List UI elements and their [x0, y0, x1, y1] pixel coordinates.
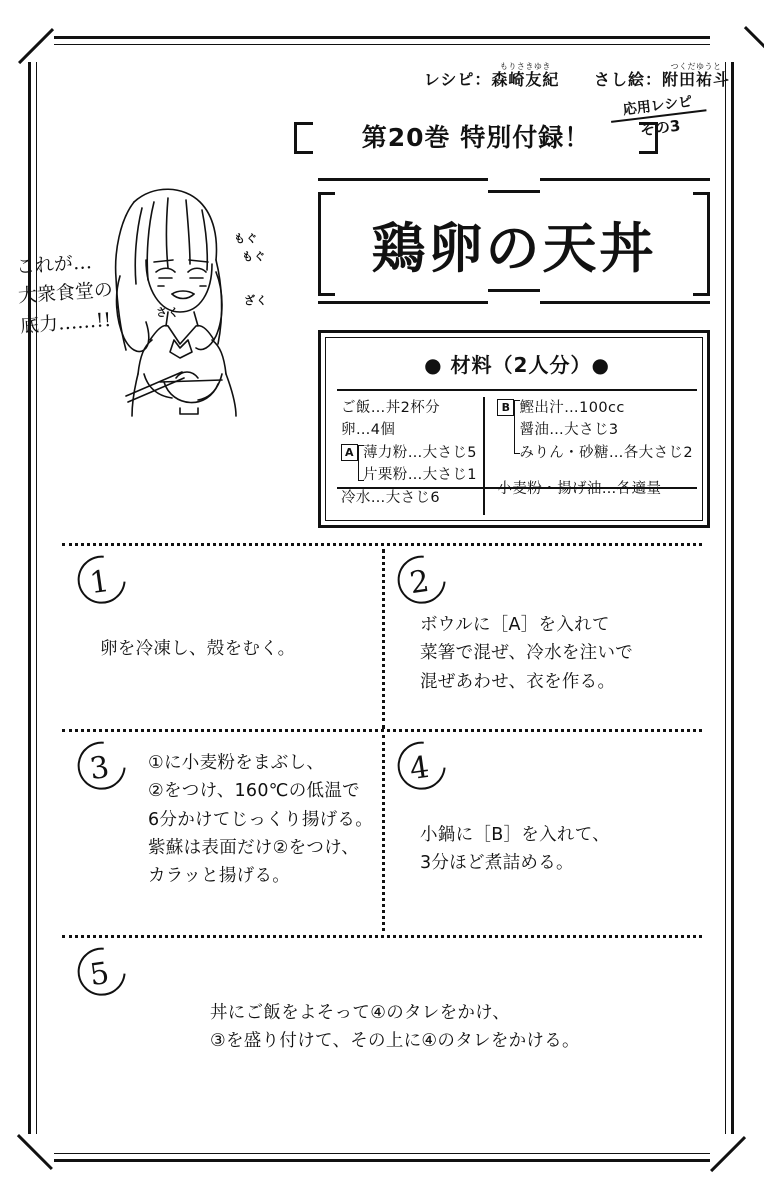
- step-number-text: 1: [87, 563, 112, 602]
- badge-line1: 応用レシピ: [622, 93, 694, 119]
- step-line: 丼にご飯をよそって④のタレをかけ、: [210, 1003, 511, 1023]
- ingredient-text: 小麦粉・揚げ油…各適量: [497, 481, 662, 498]
- ingredient-text: 冷水…大さじ6: [341, 489, 441, 506]
- corner-top-left: [20, 28, 54, 62]
- credit-recipe-author-ruby: もりさきゆき: [491, 62, 560, 71]
- ingredient-item: [497, 478, 693, 500]
- ingredients-box: [318, 330, 710, 528]
- steps-divider-top: [62, 543, 702, 546]
- step-number-text: 4: [407, 749, 432, 788]
- ingredient-item: [341, 419, 479, 441]
- step-2-text: [420, 611, 633, 696]
- step-number-circle: [388, 546, 456, 614]
- handwritten-line-2: 大衆食堂の: [17, 279, 114, 308]
- corner-bottom-left: [20, 1134, 54, 1168]
- step-line: 紫蘇は表面だけ②をつけ、: [148, 838, 360, 859]
- step-3-number: [88, 750, 112, 787]
- ingredient-text: ご飯…丼2杯分: [341, 400, 441, 416]
- ingredient-text: 片栗粉…大さじ1: [363, 467, 477, 484]
- steps-section: [62, 543, 702, 1103]
- handwritten-line-1: これが…: [15, 251, 93, 279]
- step-3-text: [148, 749, 373, 891]
- step-2-number: [408, 564, 432, 601]
- ingredient-text: みりん・砂糖…各大さじ2: [519, 444, 693, 461]
- step-number-text: 2: [407, 563, 432, 602]
- ingredient-group-b: B: [497, 399, 514, 416]
- title-plate-edge-top: [318, 178, 710, 193]
- ingredient-text: 醤油…大さじ3: [519, 422, 619, 439]
- step-line: 3分ほど煮詰める。: [420, 853, 574, 874]
- title-plate-edge-bottom: [318, 289, 710, 304]
- step-line: 混ぜあわせ、衣を作る。: [420, 671, 616, 692]
- credit-recipe-label: レシピ：: [423, 70, 492, 89]
- step-line: 卵を冷凍し、殻をむく。: [100, 639, 296, 659]
- step-line: 小鍋に［B］を入れて、: [420, 825, 610, 845]
- handwritten-line-3: 底力……!!: [19, 308, 112, 338]
- corner-top-right: [710, 28, 744, 62]
- ingredient-item: [497, 397, 693, 419]
- step-1-text: [100, 635, 295, 663]
- ingredient-text: 卵…4個: [341, 422, 396, 439]
- ingredient-item: [341, 442, 479, 464]
- step-number-text: 3: [87, 749, 112, 788]
- step-1-number: [88, 564, 112, 601]
- character-illustration: [76, 168, 306, 538]
- ingredient-item: [497, 442, 693, 464]
- ingredients-heading: ● 材料（2人分）●: [424, 353, 610, 377]
- badge-line2: その3: [639, 116, 682, 140]
- ingredient-group-a: A: [341, 444, 358, 461]
- corner-bottom-right: [710, 1134, 744, 1168]
- title-plate-notch-bottom: [488, 289, 540, 304]
- step-5-text: [210, 999, 580, 1056]
- step-line: ボウルに［A］を入れて: [420, 615, 610, 635]
- ingredient-item: [497, 419, 693, 441]
- step-4-number: [408, 750, 432, 787]
- ingredient-item: [341, 397, 479, 419]
- ingredient-text: 鰹出汁…100cc: [519, 400, 625, 416]
- steps-divider-vertical-1: [382, 549, 385, 729]
- ingredient-item: [341, 464, 479, 486]
- handwritten-note: [15, 247, 116, 342]
- steps-divider-lower: [62, 935, 702, 938]
- credit-illust-author: 附田祐斗: [661, 70, 730, 89]
- step-line: カラッと揚げる。: [148, 866, 291, 887]
- ingredients-column-left: [337, 397, 483, 515]
- credit-recipe-author: 森崎友紀: [491, 70, 560, 89]
- dish-title: 鶏卵の天丼: [371, 216, 657, 280]
- credit-recipe: [424, 62, 560, 90]
- step-line: 菜箸で混ぜ、冷水を注いで: [420, 643, 634, 664]
- step-number-circle: [68, 546, 136, 614]
- step-number-text: 5: [87, 955, 112, 994]
- ingredient-item: [341, 487, 479, 509]
- step-line: ①に小麦粉をまぶし、: [148, 753, 325, 773]
- credits: [0, 62, 730, 90]
- ingredients-column-right: [483, 397, 697, 515]
- bubble-text-3: さく: [156, 306, 180, 319]
- bubble-text-2: もぐ: [242, 250, 266, 263]
- credit-illust-author-ruby: つくだゆうと: [661, 62, 730, 71]
- step-line: 6分かけてじっくり揚げる。: [148, 809, 374, 830]
- banner-bracket-left: [294, 122, 313, 154]
- ingredients-divider: [337, 389, 697, 391]
- step-number-circle: [68, 938, 136, 1006]
- ingredient-text: 薄力粉…大さじ5: [363, 444, 477, 461]
- ingredients-columns: [337, 397, 697, 515]
- step-line: ③を盛り付けて、その上に④のタレをかける。: [210, 1031, 580, 1052]
- steps-divider-mid: [62, 729, 702, 732]
- dish-title-plate: [318, 178, 710, 304]
- steps-divider-vertical-2: [382, 735, 385, 931]
- title-plate-notch-top: [488, 178, 540, 193]
- step-number-circle: [388, 732, 456, 800]
- credit-illust: [594, 62, 730, 90]
- step-4-text: [420, 821, 610, 878]
- volume-banner-text: 第20巻 特別付録！: [361, 123, 591, 152]
- volume-banner: [316, 118, 636, 154]
- bubble-text-4: ざく: [244, 294, 268, 307]
- bubble-text-1: もぐ: [234, 232, 258, 245]
- credit-illust-label: さし絵：: [593, 70, 662, 89]
- step-line: ②をつけ、160℃の低温で: [148, 781, 360, 802]
- step-5-number: [88, 956, 112, 993]
- step-number-circle: [68, 732, 136, 800]
